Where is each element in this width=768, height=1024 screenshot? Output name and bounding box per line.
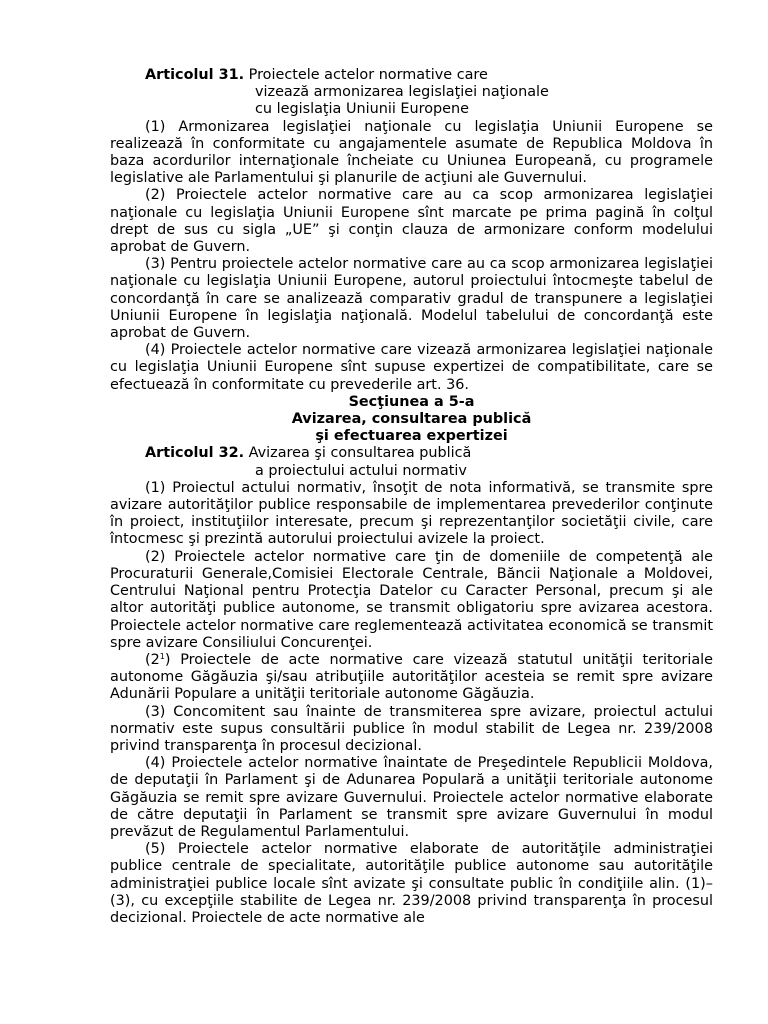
- article-31-label: Articolul 31.: [145, 67, 245, 83]
- article-32-title-line2: a proiectului actului normativ: [255, 462, 467, 479]
- article-32-paragraph-4: (4) Proiectele actelor normative înaintate de Preşedintele Republicii Moldova, de deputaţii în Parlament şi de Adunarea Populară a unităţii teritoriale autonome Găgăuzia se remit spre avizare Guvernului. Proiectele actelor normative elaborate de către deputaţii în Parlament se transmit spre avizare Guvernului în modul prevăzut de Regulamentul Parlamentului.: [110, 755, 713, 840]
- paragraph-2-1-text: ) Proiectele de acte normative care vizează statutul unităţii teritoriale autonome Găgăuzia şi/sau atribuţiile autorităţilor acesteia se remit spre avizare Adunării Populare a unităţii teritoriale autonome Găgăuzia.: [110, 651, 713, 703]
- article-31-title-line1: Proiectele actelor normative care: [248, 67, 488, 83]
- article-32-heading: [110, 445, 713, 479]
- article-32-heading-line1: [145, 445, 713, 462]
- article-31-paragraph-1: (1) Armonizarea legislaţiei naţionale cu legislaţia Uniunii Europene se realizează în conformitate cu angajamentele asumate de Republica Moldova în baza acordurilor internaţionale încheiate cu Uniunea Europeană, cu programele legislative ale Parlamentului şi planurile de acţiuni ale Guvernului.: [110, 118, 713, 187]
- section-title-line2: Avizarea, consultarea publică: [291, 411, 532, 428]
- article-32-label: Articolul 32.: [145, 445, 245, 462]
- article-32-paragraph-3: (3) Concomitent sau înainte de transmiterea spre avizare, proiectul actului normativ este supus consultării publice în modul stabilit de Legea nr. 239/2008 privind transparenţa în procesul decizional.: [110, 703, 713, 754]
- article-32-paragraph-2: (2) Proiectele actelor normative care ţin de domeniile de competenţă ale Procuraturii Generale,Comisiei Electorale Centrale, Băncii Naţionale a Moldovei, Centrului Naţional pentru Protecţia Datelor cu Caracter Personal, precum şi ale altor autorităţi publice autonome, se transmit obligatoriu spre avizarea acestora. Proiectele actelor normative care reglementează activitatea economică se transmit spre avizare Consiliului Concurenţei.: [110, 548, 713, 651]
- article-31-title-line3: cu legislaţia Uniunii Europene: [255, 101, 469, 118]
- article-31-paragraph-3: (3) Pentru proiectele actelor normative care au ca scop armonizarea legislaţiei naţionale cu legislaţia Uniunii Europene, autorul proiectului întocmeşte tabelul de concordanţă în care se analizează comparativ gradul de transpunere a legislaţiei Uniunii Europene în legislaţia naţională. Modelul tabelului de concordanţă este aprobat de Guvern.: [110, 256, 713, 342]
- article-31-heading: [110, 67, 713, 119]
- article-32-title-line1: Avizarea şi consultarea publică: [248, 445, 472, 462]
- article-31-title-line2: vizează armonizarea legislaţiei naţionale: [255, 84, 549, 101]
- article-32-paragraph-1: (1) Proiectul actului normativ, însoţit de nota informativă, se transmite spre avizare autorităţilor publice responsabile de implementarea prevederilor conţinute în proiect, instituţiilor interesate, precum şi reprezentanţilor societăţii civile, care întocmesc şi prezintă autorului proiectului avizele la proiect.: [110, 479, 713, 548]
- article-31-paragraph-4: (4) Proiectele actelor normative care vizează armonizarea legislaţiei naţionale cu legislaţia Uniunii Europene sînt supuse expertizei de compatibilitate, care se efectuează în conformitate cu prevederile art. 36.: [110, 342, 713, 393]
- article-31-heading-line1: [145, 67, 713, 84]
- section-title-line1: Secţiunea a 5-a: [348, 393, 475, 410]
- paragraph-2-1-number: (2: [145, 651, 160, 668]
- document-page: [110, 67, 713, 927]
- article-32-paragraph-5: (5) Proiectele actelor normative elaborate de autorităţile administraţiei publice centrale de specialitate, autorităţile publice autonome sau autorităţile administraţiei publice locale sînt avizate şi consultate public în condiţiile alin. (1)–(3), cu excepţiile stabilite de Legea nr. 239/2008 privind transparenţa în procesul decizional. Proiectele de acte normative ale: [110, 841, 713, 926]
- article-31-paragraph-2: (2) Proiectele actelor normative care au ca scop armonizarea legislaţiei naţionale cu legislaţia Uniunii Europene sînt marcate pe prima pagină în colţul drept de sus cu sigla „UE” şi conţin clauza de armonizare conform modelului aprobat de Guvern.: [110, 187, 713, 256]
- article-32-paragraph-2-1: [110, 652, 713, 704]
- section-title-line3: şi efectuarea expertizei: [315, 428, 508, 445]
- paragraph-2-1-superscript: 1: [159, 651, 165, 661]
